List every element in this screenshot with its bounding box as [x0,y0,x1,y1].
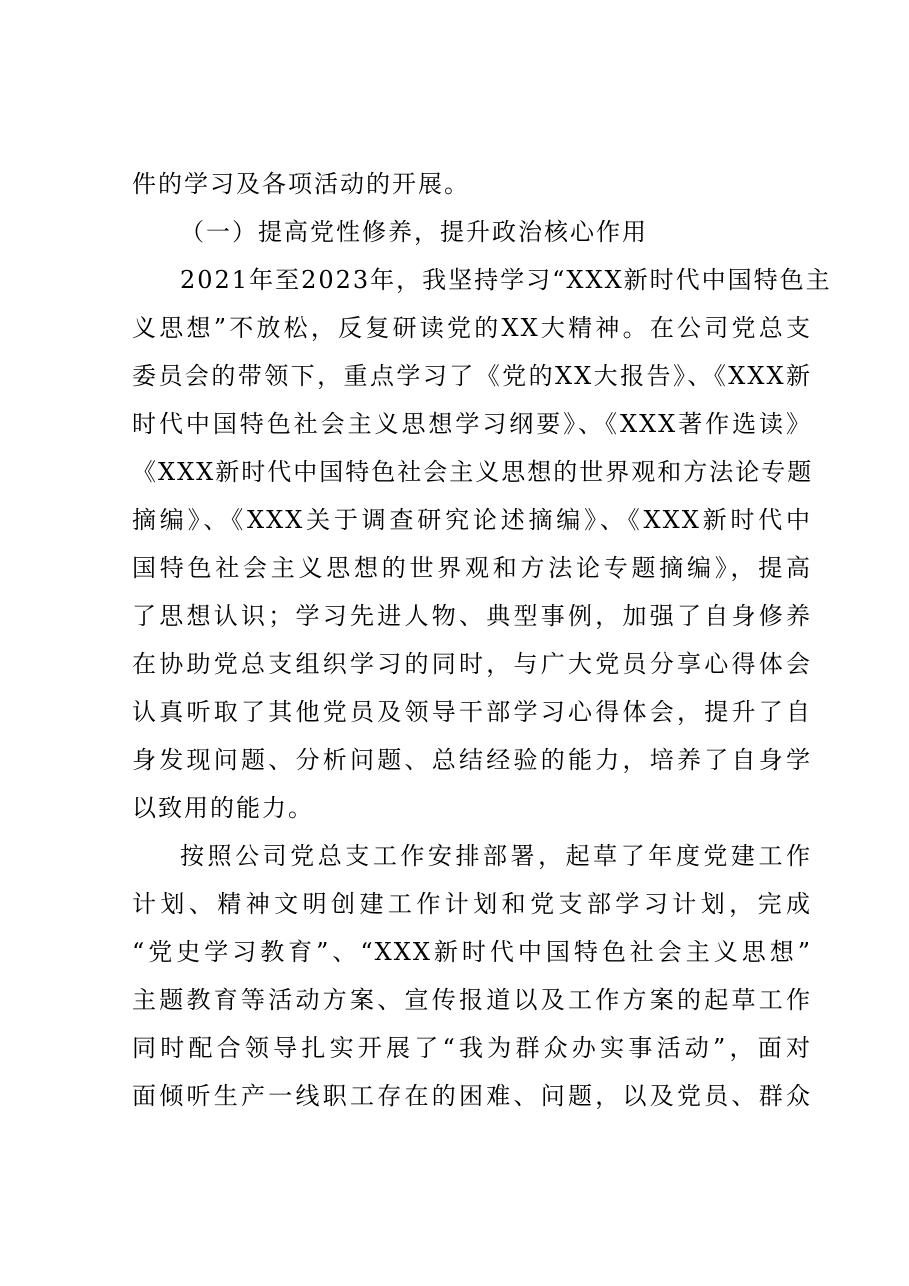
paragraph-line: 在协助党总支组织学习的同时，与广大党员分享心得体会 [132,650,812,678]
paragraph-line: 《XXX新时代中国特色社会主义思想的世界观和方法论专题 [132,458,814,486]
paragraph-line: 主题教育等活动方案、宣传报道以及工作方案的起草工作 [132,986,812,1014]
section-heading: （一）提高党性修养，提升政治核心作用 [180,218,648,246]
paragraph-line: 了思想认识；学习先进人物、典型事例，加强了自身修养 [132,602,812,630]
paragraph-line: 认真听取了其他党员及领导干部学习心得体会，提升了自 [132,698,812,726]
paragraph-line: 时代中国特色社会主义思想学习纲要》、《XXX著作选读》 [132,410,812,438]
paragraph-line: 2021年至2023年，我坚持学习“XXX新时代中国特色主 [180,266,832,294]
paragraph-line: 面倾听生产一线职工存在的困难、问题，以及党员、群众 [132,1082,812,1110]
paragraph-line: 义思想”不放松，反复研读党的XX大精神。在公司党总支 [132,314,812,342]
paragraph-line: “党史学习教育”、“XXX新时代中国特色社会主义思想” [132,938,812,966]
paragraph-line: 同时配合领导扎实开展了“我为群众办实事活动”，面对 [132,1034,812,1062]
paragraph-line: 委员会的带领下，重点学习了《党的XX大报告》、《XXX新 [132,362,812,390]
paragraph-line: 摘编》、《XXX关于调查研究论述摘编》、《XXX新时代中 [132,506,812,534]
paragraph-line: 按照公司党总支工作安排部署，起草了年度党建工作 [180,842,812,870]
paragraph-line: 计划、精神文明创建工作计划和党支部学习计划，完成 [132,890,812,918]
paragraph-line: 国特色社会主义思想的世界观和方法论专题摘编》，提高 [132,554,812,582]
paragraph-line: 身发现问题、分析问题、总结经验的能力，培养了自身学 [132,746,812,774]
paragraph-line: 件的学习及各项活动的开展。 [132,170,470,198]
paragraph-line: 以致用的能力。 [132,794,314,822]
